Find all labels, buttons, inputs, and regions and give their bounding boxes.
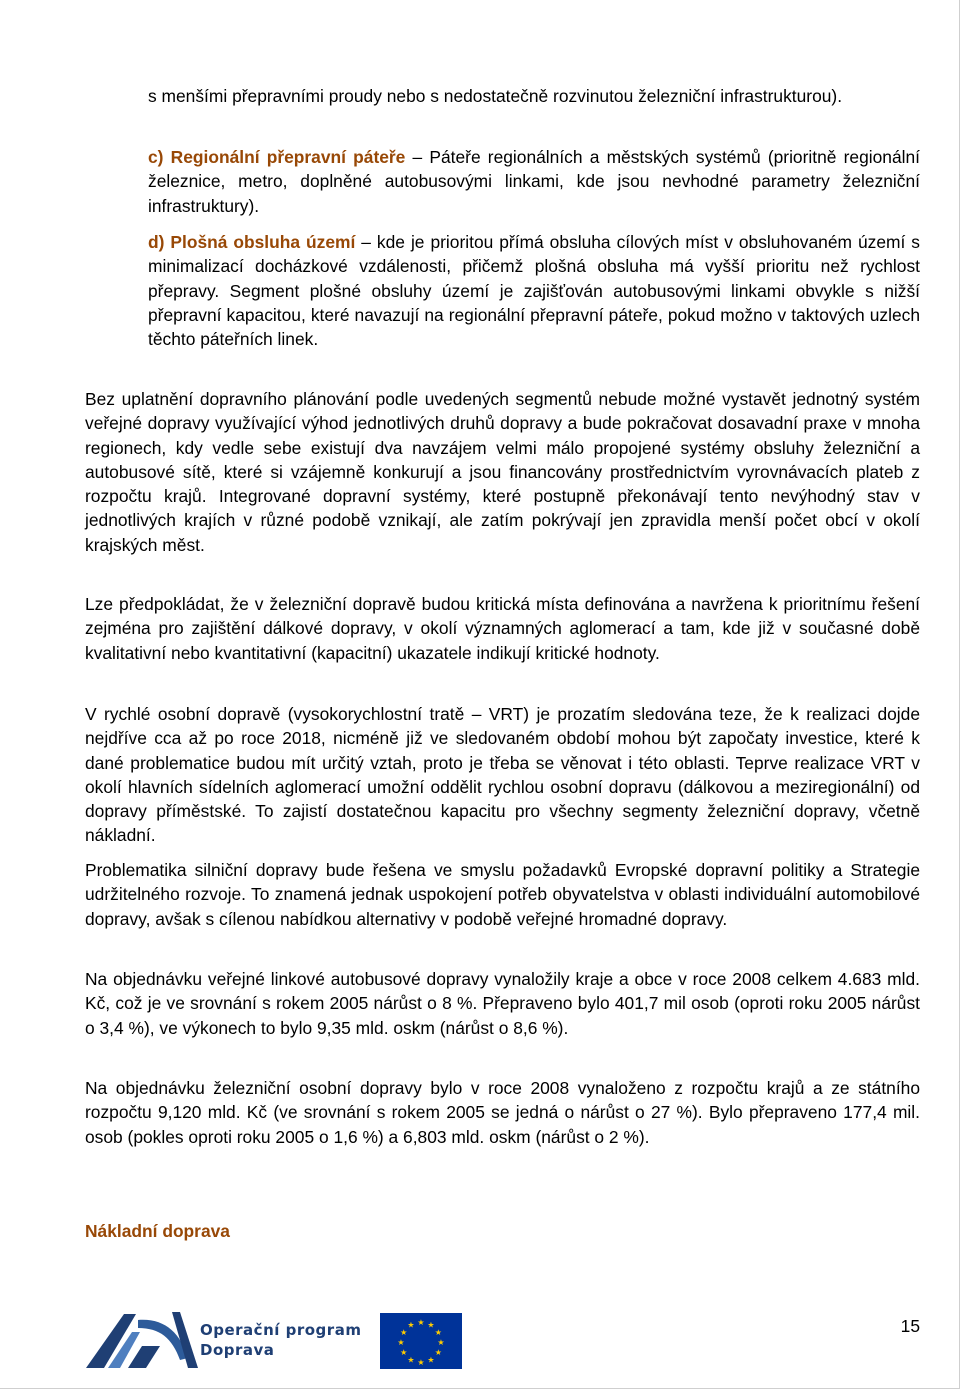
- paragraph-b-continuation: s menšími přepravními proudy nebo s nedostatečně rozvinutou železniční infrastrukturou).: [148, 86, 843, 106]
- logo-line-2: Doprava: [200, 1341, 275, 1359]
- paragraph-1: Bez uplatnění dopravního plánování podle uvedených segmentů nebude možné vystavět jednotný systém veřejné dopravy využívající výhod jednotlivých druhů dopravy a bude pokračovat dosavadní praxe v mnoha regionech, kdy vedle sebe existují dva navzájem velmi málo propojené systémy obsluhy železniční a autobusové sítě, které si vzájemně konkurují a jsou financovány prostřednictvím vyrovnávacích plateb z rozpočtu krajů. Integrované dopravní systémy, které postupně překonávají tento nevýhodný stav v jednotlivých krajích v různé podobě vznikají, ale zatím pokrývají jen zpravidla menší počet obcí v okolí krajských měst.: [85, 389, 920, 555]
- svg-text:★: ★: [417, 1318, 425, 1327]
- svg-text:★: ★: [407, 1320, 415, 1330]
- page-number: 15: [900, 1316, 920, 1336]
- paragraph-d-text: – kde je prioritou přímá obsluha cílových míst v obsluhovaném území s minimalizací docházkové vzdálenosti, přičemž plošná obsluha má vyšší prioritu než rychlost přepravy. Segment plošné obsluhy území je zajišťován autobusovými linkami obvykle s nižší přepravní kapacitou, které navazují na regionální přepravní páteře, pokud možno v taktových uzlech těchto páteřních linek.: [148, 232, 920, 350]
- paragraph-d: [148, 230, 920, 351]
- paragraph-5: Na objednávku veřejné linkové autobusové dopravy vynaložily kraje a obce v roce 2008 celkem 4.683 mld. Kč, což je ve srovnání s rokem 2005 nárůst o 8 %. Přepraveno bylo 401,7 mil osob (oproti roku 2005 nárůst o 3,4 %), ve výkonech to bylo 9,35 mld. oskm (nárůst o 8,6 %).: [85, 969, 920, 1038]
- svg-text:★: ★: [437, 1338, 445, 1347]
- svg-text:★: ★: [397, 1338, 405, 1347]
- paragraph-2: Lze předpokládat, že v železniční dopravě budou kritická místa definována a navržena k prioritnímu řešení zejména pro zajištění dálkové dopravy, v okolí významných aglomerací a tam, kde již v současné době kvalitativní nebo kvantitativní (kapacitní) ukazatele indikují kritické hodnoty.: [85, 594, 920, 663]
- op-doprava-logo-text: [200, 1320, 361, 1360]
- paragraph-c-lead: c) Regionální přepravní páteře: [148, 147, 406, 167]
- svg-text:★: ★: [417, 1358, 425, 1367]
- paragraph-d-lead: d) Plošná obsluha území: [148, 232, 356, 252]
- section-heading: Nákladní doprava: [85, 1221, 230, 1241]
- paragraph-3: V rychlé osobní dopravě (vysokorychlostní tratě – VRT) je prozatím sledována teze, že k realizaci dojde nejdříve cca až po roce 2018, nicméně již ve sledovaném období mohou být započaty investice, které k dané problematice budou mít určitý vztah, proto je třeba se věnovat i této oblasti. Teprve realizace VRT v okolí hlavních sídelních aglomerací umožní oddělit rychlou osobní dopravu (dálkovou a meziregionální) od dopravy příměstské. To zajistí dostatečnou kapacitu pro všechny segmenty železniční dopravy, včetně nákladní.: [85, 704, 920, 846]
- paragraph-c: [148, 145, 920, 218]
- svg-text:★: ★: [407, 1355, 415, 1365]
- svg-text:★: ★: [434, 1328, 442, 1337]
- svg-text:★: ★: [400, 1328, 408, 1337]
- paragraph-6: Na objednávku železniční osobní dopravy bylo v roce 2008 vynaloženo z rozpočtu krajů a ze státního rozpočtu 9,120 mld. Kč (ve srovnání s rokem 2005 se jedná o nárůst o 27 %). Bylo přepraveno 177,4 mil. osob (pokles oproti roku 2005 o 1,6 %) a 6,803 mld. oskm (nárůst o 2 %).: [85, 1078, 920, 1147]
- eu-flag-icon: [380, 1313, 462, 1369]
- svg-text:★: ★: [434, 1348, 442, 1357]
- svg-text:★: ★: [400, 1348, 408, 1357]
- paragraph-c-text: – Páteře regionálních a městských systémů (prioritně regionální železnice, metro, doplněné autobusovými linkami, kde jsou nevhodné parametry železniční infrastruktury).: [148, 147, 920, 216]
- svg-text:★: ★: [427, 1355, 435, 1365]
- paragraph-4: Problematika silniční dopravy bude řešena ve smyslu požadavků Evropské dopravní politiky a Strategie udržitelného rozvoje. To znamená jednak uspokojení potřeb obyvatelstva v oblasti individuální automobilové dopravy, avšak s cílenou nabídkou alternativy v podobě veřejné hromadné dopravy.: [85, 860, 920, 929]
- svg-text:★: ★: [427, 1320, 435, 1330]
- logo-line-1: Operační program: [200, 1321, 362, 1339]
